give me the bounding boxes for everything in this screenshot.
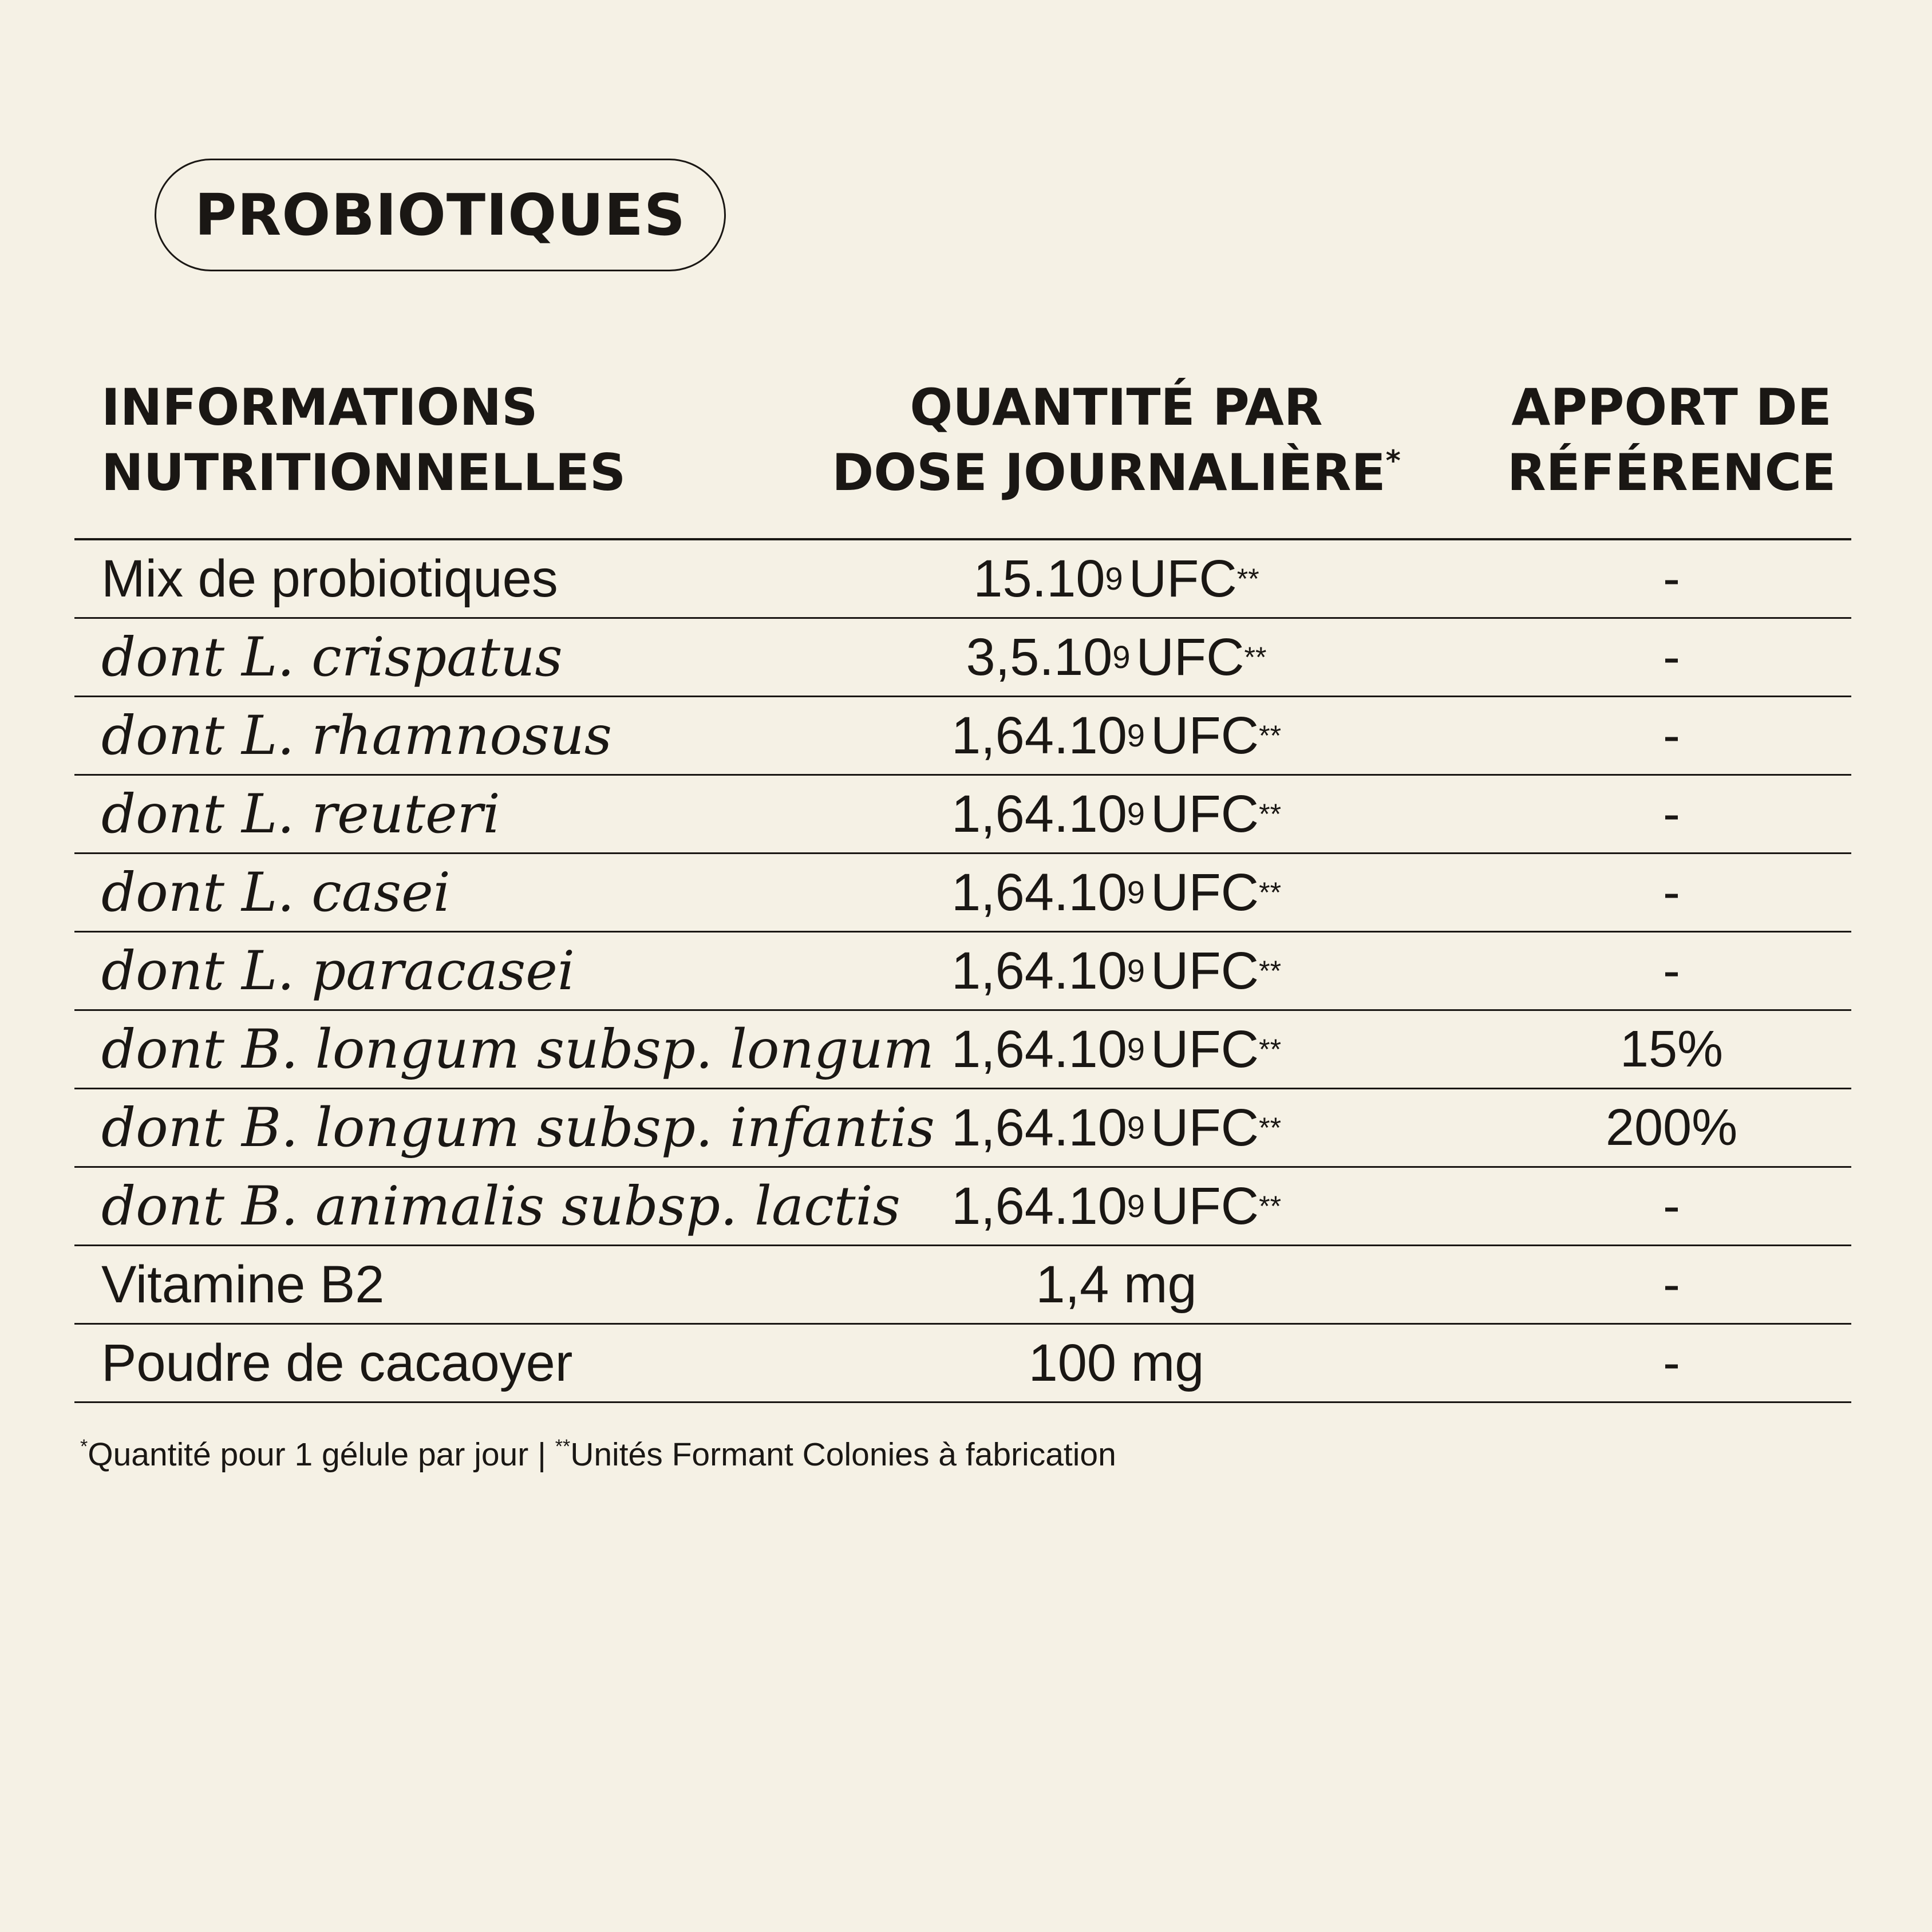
quantity-base: 1,64.10 — [951, 863, 1127, 922]
ingredient-name: dont L. reuteri — [101, 783, 500, 846]
quantity-value: 1,64.10 9 UFC ** — [951, 706, 1282, 765]
table-header — [0, 375, 1932, 512]
reference-intake-value: - — [1663, 785, 1680, 843]
header-quantity-footnote-mark: * — [1385, 444, 1401, 477]
table-row — [74, 1325, 1851, 1403]
quantity-unit: UFC — [1151, 941, 1259, 1000]
quantity-base: 1,64.10 — [951, 1176, 1127, 1235]
quantity-base: 3,5.10 — [966, 627, 1113, 686]
reference-intake-value: - — [1663, 1334, 1680, 1392]
ingredient-name: dont L. paracasei — [101, 939, 575, 1002]
ingredient-name: Poudre de cacaoyer — [101, 1333, 573, 1392]
ingredient-name: dont B. longum subsp. infantis — [101, 1096, 935, 1159]
quantity-base: 1,64.10 — [951, 706, 1127, 765]
header-reference-line2: RÉFÉRENCE — [1507, 443, 1836, 502]
header-quantity-line2 — [801, 440, 1431, 505]
reference-intake-value: - — [1663, 1177, 1680, 1235]
table-row — [74, 1089, 1851, 1168]
table-row — [74, 776, 1851, 854]
quantity-value: 15.10 9 UFC ** — [973, 549, 1259, 608]
footnote-mark-2: ** — [555, 1436, 571, 1457]
footnote-mark-1: * — [80, 1436, 88, 1457]
quantity-base: 1,64.10 — [951, 1098, 1127, 1157]
quantity-value: 1,64.10 9 UFC ** — [951, 784, 1282, 843]
reference-intake-value: - — [1663, 550, 1680, 607]
section-badge — [155, 159, 726, 271]
reference-intake-value: 15% — [1619, 1020, 1724, 1078]
header-quantity-line2-text: DOSE JOURNALIÈRE — [832, 443, 1386, 502]
ingredient-name: Mix de probiotiques — [101, 549, 558, 608]
footnote-text-1: Quantité pour 1 gélule par jour | — [88, 1436, 555, 1473]
quantity-value: 3,5.10 9 UFC ** — [966, 627, 1267, 686]
reference-intake-value: - — [1663, 942, 1680, 999]
quantity-value — [801, 1325, 1431, 1401]
quantity-value: 1,64.10 9 UFC ** — [951, 1176, 1282, 1235]
header-nutrition-line2: NUTRITIONNELLES — [101, 443, 626, 502]
ingredient-name: dont B. longum subsp. longum — [101, 1018, 934, 1081]
header-nutrition-info — [101, 375, 626, 505]
ingredient-name: Vitamine B2 — [101, 1255, 385, 1314]
quantity-unit: UFC — [1128, 549, 1237, 608]
table-row — [74, 1246, 1851, 1325]
ingredient-name: dont B. animalis subsp. lactis — [101, 1175, 900, 1238]
quantity-unit: UFC — [1151, 784, 1259, 843]
quantity-base: 1,64.10 — [951, 941, 1127, 1000]
header-quantity — [801, 375, 1431, 505]
reference-intake-value: 200% — [1605, 1099, 1738, 1156]
ingredient-name: dont L. crispatus — [101, 626, 563, 689]
table-row — [74, 933, 1851, 1011]
table-row — [74, 540, 1851, 619]
reference-intake-value: - — [1663, 706, 1680, 764]
table-row — [74, 697, 1851, 776]
quantity-value — [801, 1246, 1431, 1323]
header-nutrition-line1: INFORMATIONS — [101, 378, 538, 437]
reference-intake-value: - — [1663, 863, 1680, 921]
quantity-unit: UFC — [1151, 863, 1259, 922]
quantity-value: 1,64.10 9 UFC ** — [951, 1020, 1282, 1078]
header-reference-line1: APPORT DE — [1511, 378, 1832, 437]
quantity-value: 1,64.10 9 UFC ** — [951, 941, 1282, 1000]
quantity-unit: UFC — [1151, 1098, 1259, 1157]
footnote — [80, 1436, 1116, 1473]
table-row — [74, 854, 1851, 933]
ingredient-name: dont L. rhamnosus — [101, 704, 612, 767]
quantity-value: 1,64.10 9 UFC ** — [951, 863, 1282, 922]
quantity-value: 1,64.10 9 UFC ** — [951, 1098, 1282, 1157]
quantity-base: 15.10 — [973, 549, 1105, 608]
quantity-base: 100 mg — [1028, 1333, 1204, 1392]
quantity-unit: UFC — [1151, 1176, 1259, 1235]
quantity-unit: UFC — [1151, 706, 1259, 765]
table-row — [74, 1011, 1851, 1089]
section-title: PROBIOTIQUES — [195, 181, 686, 248]
quantity-base: 1,4 mg — [1036, 1255, 1197, 1314]
table-row — [74, 619, 1851, 697]
quantity-base: 1,64.10 — [951, 1020, 1127, 1078]
table-row — [74, 1168, 1851, 1246]
quantity-base: 1,64.10 — [951, 784, 1127, 843]
nutrition-table — [74, 540, 1851, 1403]
header-reference-intake — [1454, 375, 1889, 505]
quantity-unit: UFC — [1136, 627, 1244, 686]
footnote-text-2: Unités Formant Colonies à fabrication — [570, 1436, 1116, 1473]
reference-intake-value: - — [1663, 1255, 1680, 1313]
header-quantity-line1: QUANTITÉ PAR — [910, 378, 1323, 437]
reference-intake-value: - — [1663, 628, 1680, 686]
quantity-unit: UFC — [1151, 1020, 1259, 1078]
ingredient-name: dont L. casei — [101, 861, 451, 924]
